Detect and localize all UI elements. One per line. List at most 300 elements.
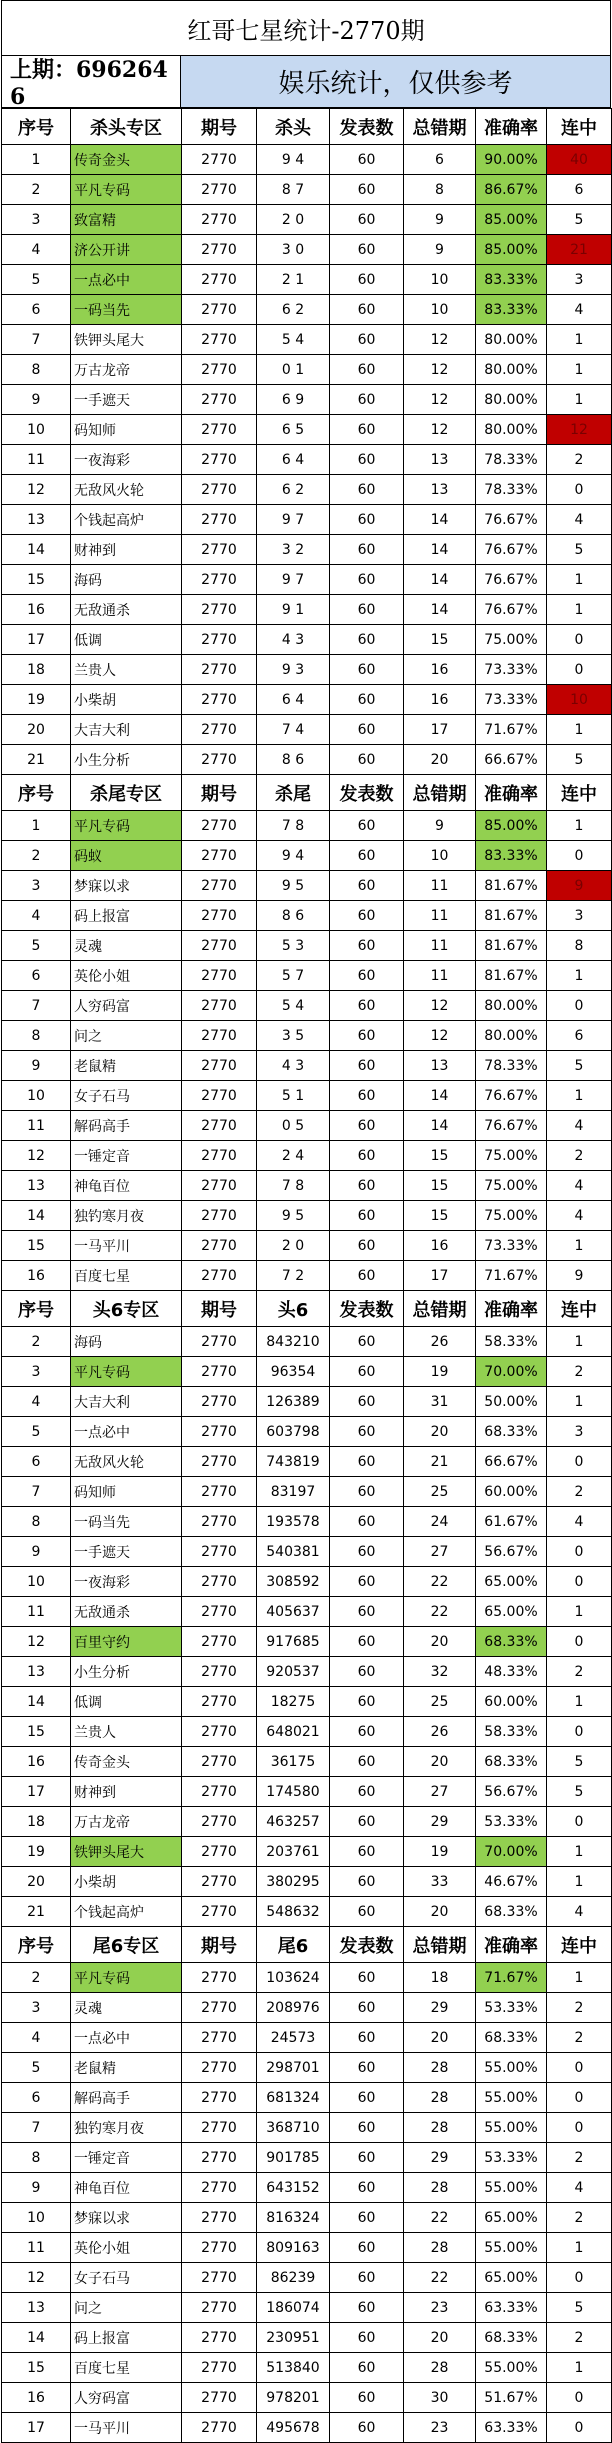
cell-seq: 3 [2, 205, 71, 235]
cell-period: 2770 [182, 2263, 257, 2293]
header-errors: 总错期 [404, 1291, 476, 1327]
cell-accuracy: 86.67% [476, 175, 547, 205]
cell-period: 2770 [182, 1777, 257, 1807]
cell-period: 2770 [182, 1507, 257, 1537]
cell-published: 60 [330, 1963, 404, 1993]
cell-seq: 15 [2, 1717, 71, 1747]
cell-streak: 1 [547, 2233, 612, 2263]
cell-published: 60 [330, 1627, 404, 1657]
cell-numbers: 96354 [257, 1357, 330, 1387]
cell-seq: 2 [2, 841, 71, 871]
cell-seq: 2 [2, 1963, 71, 1993]
cell-errors: 20 [404, 745, 476, 775]
cell-period: 2770 [182, 1171, 257, 1201]
cell-period: 2770 [182, 265, 257, 295]
cell-published: 60 [330, 1537, 404, 1567]
cell-streak: 0 [547, 2263, 612, 2293]
cell-numbers: 7 2 [257, 1261, 330, 1291]
cell-published: 60 [330, 1777, 404, 1807]
cell-errors: 20 [404, 1897, 476, 1927]
cell-accuracy: 75.00% [476, 625, 547, 655]
cell-numbers: 6 9 [257, 385, 330, 415]
cell-period: 2770 [182, 2293, 257, 2323]
cell-seq: 4 [2, 2023, 71, 2053]
cell-name: 一锤定音 [71, 2143, 182, 2173]
cell-period: 2770 [182, 2053, 257, 2083]
cell-period: 2770 [182, 1537, 257, 1567]
cell-accuracy: 83.33% [476, 265, 547, 295]
cell-period: 2770 [182, 745, 257, 775]
cell-accuracy: 71.67% [476, 1261, 547, 1291]
cell-numbers: 643152 [257, 2173, 330, 2203]
cell-published: 60 [330, 205, 404, 235]
cell-streak: 3 [547, 265, 612, 295]
cell-errors: 28 [404, 2053, 476, 2083]
cell-period: 2770 [182, 1051, 257, 1081]
table-row [2, 2413, 612, 2443]
cell-streak: 2 [547, 1141, 612, 1171]
cell-numbers: 816324 [257, 2203, 330, 2233]
cell-period: 2770 [182, 1627, 257, 1657]
cell-streak: 2 [547, 1477, 612, 1507]
cell-name: 铁钾头尾大 [71, 325, 182, 355]
cell-name: 一点必中 [71, 265, 182, 295]
cell-period: 2770 [182, 991, 257, 1021]
cell-published: 60 [330, 475, 404, 505]
cell-streak: 2 [547, 2323, 612, 2353]
cell-published: 60 [330, 1867, 404, 1897]
cell-numbers: 648021 [257, 1717, 330, 1747]
cell-numbers: 36175 [257, 1747, 330, 1777]
section-header-row [2, 1927, 612, 1963]
cell-period: 2770 [182, 295, 257, 325]
cell-numbers: 809163 [257, 2233, 330, 2263]
header-numbers: 杀尾 [257, 775, 330, 811]
cell-seq: 7 [2, 2113, 71, 2143]
cell-seq: 4 [2, 235, 71, 265]
cell-errors: 20 [404, 1747, 476, 1777]
cell-accuracy: 71.67% [476, 715, 547, 745]
cell-errors: 23 [404, 2413, 476, 2443]
cell-accuracy: 78.33% [476, 445, 547, 475]
cell-numbers: 548632 [257, 1897, 330, 1927]
cell-published: 60 [330, 1141, 404, 1171]
cell-published: 60 [330, 1327, 404, 1357]
table-row [2, 811, 612, 841]
cell-published: 60 [330, 1477, 404, 1507]
cell-errors: 11 [404, 931, 476, 961]
cell-published: 60 [330, 325, 404, 355]
cell-errors: 11 [404, 871, 476, 901]
cell-numbers: 208976 [257, 1993, 330, 2023]
cell-numbers: 2 4 [257, 1141, 330, 1171]
cell-seq: 11 [2, 1111, 71, 1141]
cell-accuracy: 65.00% [476, 1597, 547, 1627]
cell-seq: 5 [2, 2053, 71, 2083]
cell-period: 2770 [182, 1477, 257, 1507]
cell-name: 一夜海彩 [71, 1567, 182, 1597]
cell-period: 2770 [182, 145, 257, 175]
cell-published: 60 [330, 1807, 404, 1837]
header-name: 头6专区 [71, 1291, 182, 1327]
cell-period: 2770 [182, 1747, 257, 1777]
cell-name: 小柴胡 [71, 685, 182, 715]
cell-numbers: 6 5 [257, 415, 330, 445]
cell-published: 60 [330, 1357, 404, 1387]
cell-name: 铁钾头尾大 [71, 1837, 182, 1867]
cell-errors: 22 [404, 2203, 476, 2233]
cell-numbers: 126389 [257, 1387, 330, 1417]
table-row [2, 385, 612, 415]
cell-published: 60 [330, 811, 404, 841]
cell-accuracy: 60.00% [476, 1687, 547, 1717]
cell-accuracy: 76.67% [476, 565, 547, 595]
cell-seq: 5 [2, 1417, 71, 1447]
cell-errors: 16 [404, 1231, 476, 1261]
table-row [2, 1477, 612, 1507]
header-seq: 序号 [2, 1927, 71, 1963]
cell-seq: 20 [2, 715, 71, 745]
table-row [2, 325, 612, 355]
cell-errors: 22 [404, 2263, 476, 2293]
cell-errors: 15 [404, 625, 476, 655]
cell-accuracy: 68.33% [476, 2023, 547, 2053]
header-errors: 总错期 [404, 109, 476, 145]
cell-streak: 1 [547, 715, 612, 745]
cell-name: 海码 [71, 1327, 182, 1357]
cell-accuracy: 55.00% [476, 2353, 547, 2383]
cell-numbers: 9 5 [257, 871, 330, 901]
cell-seq: 21 [2, 1897, 71, 1927]
cell-period: 2770 [182, 1357, 257, 1387]
cell-accuracy: 63.33% [476, 2413, 547, 2443]
table-row [2, 1657, 612, 1687]
cell-streak: 2 [547, 2023, 612, 2053]
table-row [2, 2203, 612, 2233]
cell-seq: 1 [2, 145, 71, 175]
page-title: 红哥七星统计-2770期 [1, 0, 611, 56]
cell-name: 老鼠精 [71, 1051, 182, 1081]
table-row [2, 991, 612, 1021]
cell-numbers: 6 2 [257, 475, 330, 505]
cell-streak: 5 [547, 1051, 612, 1081]
cell-accuracy: 68.33% [476, 1627, 547, 1657]
section-header-row [2, 109, 612, 145]
cell-streak: 4 [547, 2173, 612, 2203]
cell-accuracy: 80.00% [476, 385, 547, 415]
cell-streak: 0 [547, 2083, 612, 2113]
cell-streak: 0 [547, 2413, 612, 2443]
cell-period: 2770 [182, 1597, 257, 1627]
cell-accuracy: 58.33% [476, 1327, 547, 1357]
cell-period: 2770 [182, 715, 257, 745]
cell-name: 百里守约 [71, 1627, 182, 1657]
cell-streak: 21 [547, 235, 612, 265]
cell-streak: 4 [547, 1171, 612, 1201]
cell-name: 一码当先 [71, 1507, 182, 1537]
cell-errors: 19 [404, 1357, 476, 1387]
table-row [2, 475, 612, 505]
cell-accuracy: 90.00% [476, 145, 547, 175]
cell-accuracy: 73.33% [476, 685, 547, 715]
cell-numbers: 917685 [257, 1627, 330, 1657]
cell-accuracy: 60.00% [476, 1477, 547, 1507]
cell-accuracy: 76.67% [476, 505, 547, 535]
cell-published: 60 [330, 265, 404, 295]
cell-numbers: 8 6 [257, 901, 330, 931]
cell-streak: 4 [547, 505, 612, 535]
cell-streak: 5 [547, 745, 612, 775]
cell-errors: 12 [404, 385, 476, 415]
cell-published: 60 [330, 2113, 404, 2143]
cell-errors: 21 [404, 1447, 476, 1477]
cell-errors: 10 [404, 295, 476, 325]
cell-numbers: 230951 [257, 2323, 330, 2353]
cell-published: 60 [330, 1111, 404, 1141]
header-published: 发表数 [330, 1291, 404, 1327]
table-row [2, 1201, 612, 1231]
cell-name: 一马平川 [71, 2413, 182, 2443]
header-accuracy: 准确率 [476, 109, 547, 145]
cell-errors: 25 [404, 1477, 476, 1507]
cell-streak: 0 [547, 1807, 612, 1837]
cell-name: 独钓寒月夜 [71, 1201, 182, 1231]
table-row [2, 2173, 612, 2203]
cell-period: 2770 [182, 1081, 257, 1111]
cell-errors: 22 [404, 1597, 476, 1627]
cell-published: 60 [330, 2383, 404, 2413]
cell-published: 60 [330, 1597, 404, 1627]
table-row [2, 1261, 612, 1291]
cell-published: 60 [330, 2023, 404, 2053]
table-row [2, 355, 612, 385]
cell-numbers: 9 7 [257, 565, 330, 595]
cell-published: 60 [330, 1837, 404, 1867]
cell-period: 2770 [182, 1567, 257, 1597]
cell-published: 60 [330, 235, 404, 265]
cell-name: 无敌风火轮 [71, 475, 182, 505]
cell-streak: 4 [547, 1507, 612, 1537]
cell-name: 女子石马 [71, 2263, 182, 2293]
cell-numbers: 380295 [257, 1867, 330, 1897]
cell-streak: 5 [547, 1777, 612, 1807]
cell-accuracy: 85.00% [476, 235, 547, 265]
cell-accuracy: 71.67% [476, 1963, 547, 1993]
cell-numbers: 920537 [257, 1657, 330, 1687]
cell-period: 2770 [182, 505, 257, 535]
cell-seq: 11 [2, 445, 71, 475]
cell-name: 海码 [71, 565, 182, 595]
cell-published: 60 [330, 1171, 404, 1201]
cell-streak: 8 [547, 931, 612, 961]
cell-seq: 6 [2, 2083, 71, 2113]
cell-accuracy: 53.33% [476, 2143, 547, 2173]
cell-period: 2770 [182, 841, 257, 871]
cell-streak: 40 [547, 145, 612, 175]
cell-seq: 2 [2, 1327, 71, 1357]
cell-published: 60 [330, 841, 404, 871]
cell-streak: 5 [547, 535, 612, 565]
table-row [2, 265, 612, 295]
cell-accuracy: 78.33% [476, 1051, 547, 1081]
header-seq: 序号 [2, 775, 71, 811]
table-row [2, 1597, 612, 1627]
cell-period: 2770 [182, 1231, 257, 1261]
cell-published: 60 [330, 1261, 404, 1291]
cell-streak: 9 [547, 1261, 612, 1291]
cell-name: 灵魂 [71, 1993, 182, 2023]
cell-name: 独钓寒月夜 [71, 2113, 182, 2143]
cell-name: 一码当先 [71, 295, 182, 325]
cell-accuracy: 76.67% [476, 595, 547, 625]
cell-numbers: 5 7 [257, 961, 330, 991]
cell-period: 2770 [182, 175, 257, 205]
cell-accuracy: 55.00% [476, 2233, 547, 2263]
cell-published: 60 [330, 2263, 404, 2293]
cell-accuracy: 81.67% [476, 961, 547, 991]
cell-streak: 1 [547, 2353, 612, 2383]
header-numbers: 头6 [257, 1291, 330, 1327]
cell-published: 60 [330, 901, 404, 931]
cell-name: 一点必中 [71, 2023, 182, 2053]
cell-published: 60 [330, 655, 404, 685]
cell-streak: 0 [547, 2383, 612, 2413]
cell-name: 老鼠精 [71, 2053, 182, 2083]
cell-errors: 9 [404, 205, 476, 235]
cell-streak: 0 [547, 1717, 612, 1747]
table-row [2, 1021, 612, 1051]
cell-numbers: 540381 [257, 1537, 330, 1567]
cell-streak: 1 [547, 325, 612, 355]
cell-seq: 9 [2, 1051, 71, 1081]
cell-name: 梦寐以求 [71, 2203, 182, 2233]
cell-published: 60 [330, 685, 404, 715]
cell-published: 60 [330, 1051, 404, 1081]
cell-period: 2770 [182, 475, 257, 505]
cell-numbers: 405637 [257, 1597, 330, 1627]
cell-accuracy: 81.67% [476, 871, 547, 901]
cell-streak: 4 [547, 1201, 612, 1231]
cell-streak: 0 [547, 1537, 612, 1567]
cell-name: 灵魂 [71, 931, 182, 961]
table-row [2, 1417, 612, 1447]
cell-name: 问之 [71, 1021, 182, 1051]
cell-seq: 17 [2, 1777, 71, 1807]
cell-seq: 18 [2, 1807, 71, 1837]
header-streak: 连中 [547, 109, 612, 145]
cell-streak: 2 [547, 445, 612, 475]
table-row [2, 931, 612, 961]
cell-accuracy: 75.00% [476, 1141, 547, 1171]
cell-streak: 9 [547, 871, 612, 901]
table-row [2, 625, 612, 655]
table-row [2, 715, 612, 745]
cell-numbers: 5 3 [257, 931, 330, 961]
cell-seq: 16 [2, 595, 71, 625]
cell-seq: 15 [2, 2353, 71, 2383]
header-name: 杀尾专区 [71, 775, 182, 811]
cell-name: 一点必中 [71, 1417, 182, 1447]
cell-name: 平凡专码 [71, 175, 182, 205]
cell-numbers: 743819 [257, 1447, 330, 1477]
cell-accuracy: 68.33% [476, 1747, 547, 1777]
cell-name: 英伦小姐 [71, 961, 182, 991]
header-seq: 序号 [2, 109, 71, 145]
header-numbers: 尾6 [257, 1927, 330, 1963]
cell-accuracy: 68.33% [476, 2323, 547, 2353]
header-streak: 连中 [547, 775, 612, 811]
cell-streak: 1 [547, 1387, 612, 1417]
cell-errors: 27 [404, 1537, 476, 1567]
cell-errors: 12 [404, 325, 476, 355]
cell-period: 2770 [182, 445, 257, 475]
cell-published: 60 [330, 595, 404, 625]
cell-seq: 12 [2, 1141, 71, 1171]
table-row [2, 1717, 612, 1747]
table-row [2, 1141, 612, 1171]
cell-period: 2770 [182, 1417, 257, 1447]
cell-published: 60 [330, 871, 404, 901]
cell-period: 2770 [182, 625, 257, 655]
cell-name: 大吉大利 [71, 715, 182, 745]
cell-period: 2770 [182, 535, 257, 565]
cell-accuracy: 63.33% [476, 2293, 547, 2323]
cell-period: 2770 [182, 2233, 257, 2263]
header-streak: 连中 [547, 1291, 612, 1327]
cell-accuracy: 68.33% [476, 1417, 547, 1447]
stats-table [1, 108, 612, 2443]
cell-numbers: 9 1 [257, 595, 330, 625]
cell-period: 2770 [182, 595, 257, 625]
table-row [2, 1837, 612, 1867]
cell-period: 2770 [182, 415, 257, 445]
table-row [2, 2233, 612, 2263]
cell-name: 致富精 [71, 205, 182, 235]
cell-accuracy: 80.00% [476, 415, 547, 445]
cell-seq: 5 [2, 931, 71, 961]
cell-period: 2770 [182, 2113, 257, 2143]
cell-period: 2770 [182, 655, 257, 685]
cell-numbers: 6 4 [257, 685, 330, 715]
table-row [2, 1567, 612, 1597]
cell-name: 神龟百位 [71, 2173, 182, 2203]
cell-streak: 1 [547, 565, 612, 595]
cell-streak: 2 [547, 2143, 612, 2173]
cell-published: 60 [330, 415, 404, 445]
cell-published: 60 [330, 565, 404, 595]
cell-period: 2770 [182, 1963, 257, 1993]
cell-name: 一手遮天 [71, 385, 182, 415]
cell-accuracy: 76.67% [476, 535, 547, 565]
cell-published: 60 [330, 445, 404, 475]
cell-period: 2770 [182, 1111, 257, 1141]
cell-numbers: 6 4 [257, 445, 330, 475]
cell-streak: 6 [547, 1021, 612, 1051]
cell-numbers: 7 8 [257, 811, 330, 841]
cell-accuracy: 48.33% [476, 1657, 547, 1687]
header-published: 发表数 [330, 1927, 404, 1963]
cell-name: 无敌通杀 [71, 595, 182, 625]
table-row [2, 2143, 612, 2173]
table-row [2, 1111, 612, 1141]
cell-name: 个钱起高炉 [71, 1897, 182, 1927]
cell-seq: 7 [2, 1477, 71, 1507]
cell-published: 60 [330, 1021, 404, 1051]
cell-seq: 14 [2, 1687, 71, 1717]
cell-published: 60 [330, 1657, 404, 1687]
table-row [2, 175, 612, 205]
table-row [2, 1387, 612, 1417]
